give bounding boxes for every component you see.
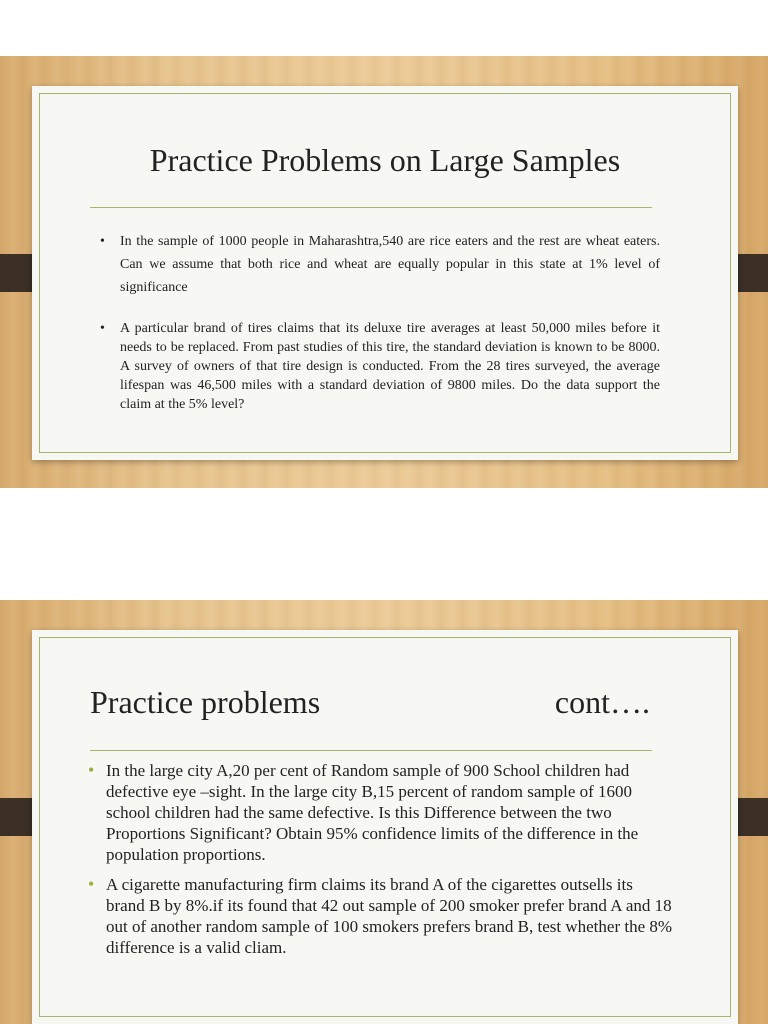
title-divider [90,207,652,208]
bullet-icon: • [88,760,95,780]
list-item [100,230,660,299]
slide-title-continued: cont…. [554,684,650,720]
slide-title: Practice problems [90,684,321,720]
list-item [88,874,674,958]
list-item [88,760,674,865]
slide-panel [32,86,738,460]
slide-1 [0,56,768,488]
bullet-text: A particular brand of tires claims that its deluxe tire averages at least 50,000 miles before it needs to be replaced. From past studies of this tire, the standard deviation is known to be 8000. A survey of owners of that tire design is conducted. From the 28 tires surveyed, the average lifespan was 46,500 miles with a standard deviation of 9800 miles. Do the data support the claim at the 5% level? [120,321,660,412]
bullet-list [88,760,674,967]
bullet-icon: • [100,234,105,249]
bullet-icon: • [100,321,105,336]
slide-2 [0,600,768,1024]
slide-title: Practice Problems on Large Samples [149,142,621,178]
list-item [100,319,660,414]
bullet-list [100,230,660,414]
slide-panel [32,630,738,1024]
bullet-icon: • [88,874,95,894]
bullet-text: In the large city A,20 per cent of Random sample of 900 School children had defective eye –sight. In the large city B,15 percent of random sample of 1600 school children had the same defective. Is this Difference between the two Proportions Significant? Obtain 95% confidence limits of the difference in the population proportions. [106,761,639,864]
title-divider [90,750,652,751]
bullet-text: In the sample of 1000 people in Maharashtra,540 are rice eaters and the rest are wheat eaters. Can we assume that both rice and wheat are equally popular in this state at 1% level of significance [120,234,660,295]
bullet-text: A cigarette manufacturing firm claims its brand A of the cigarettes outsells its brand B by 8%.if its found that 42 out sample of 200 smoker prefer brand A and 18 out of another random sample of 100 smokers prefers brand B, test whether the 8% difference is a valid cliam. [106,875,673,957]
